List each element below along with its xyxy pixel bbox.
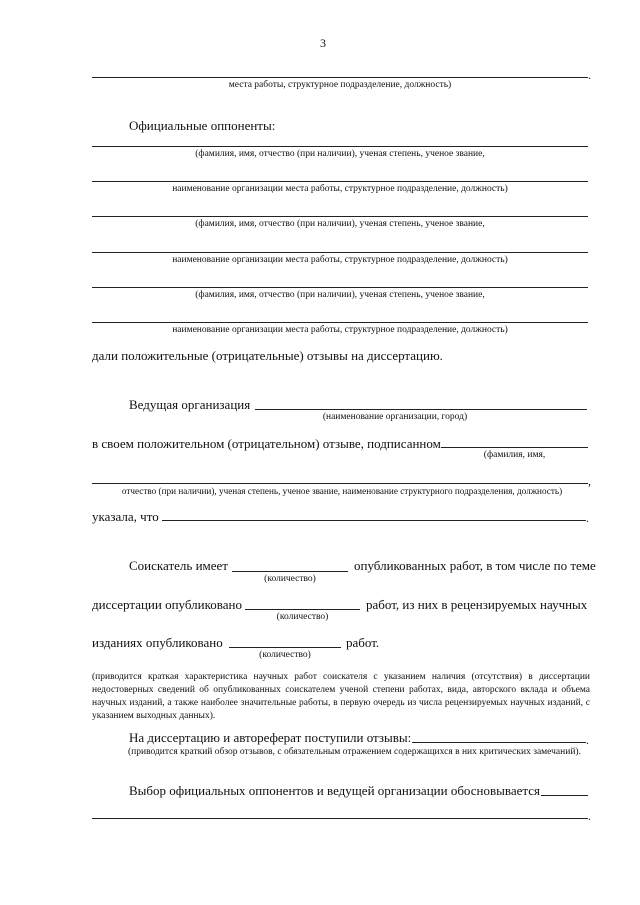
lead-org-line	[255, 409, 587, 410]
opponent-1-name-line	[92, 146, 588, 147]
opponent-2-name-caption: (фамилия, имя, отчество (при наличии), ученая степень, ученое звание,	[195, 219, 485, 229]
line-end-dot: .	[588, 68, 591, 82]
characteristic-note: (приводится краткая характеристика научных работ соискателя с указанием наличия (отсутствия) в диссертации недостоверных сведений об опубликованных соискателем ученой степени работах, вида, авторского вклада и объема научных изданий, а также наиболее значительные работы, в первую очередь из числа рецензируемых научных изданий, с указанием выходных данных).	[92, 672, 590, 721]
line-end-dot: ,	[588, 474, 591, 488]
opponent-3-name-line	[92, 287, 588, 288]
opponent-3-name-caption: (фамилия, имя, отчество (при наличии), ученая степень, ученое звание,	[195, 290, 485, 300]
indicated-line	[162, 520, 586, 521]
opponent-3-org-line	[92, 322, 588, 323]
patronymic-line	[92, 483, 588, 484]
reviews-sentence: дали положительные (отрицательные) отзывы на диссертацию.	[92, 348, 443, 363]
lead-org-label: Ведущая организация	[129, 397, 251, 412]
opponent-2-name-line	[92, 216, 588, 217]
reviews-received-text: На диссертацию и автореферат поступили отзывы:	[129, 730, 412, 745]
opponent-1-name-caption: (фамилия, имя, отчество (при наличии), ученая степень, ученое звание,	[195, 149, 485, 159]
workplace-line	[92, 77, 588, 78]
reviews-note: (приводится краткий обзор отзывов, с обязательным отражением содержащихся в них критических замечаний).	[128, 747, 581, 757]
opponents-heading: Официальные оппоненты:	[129, 118, 276, 133]
works-reviewed-text: работ, из них в рецензируемых научных	[366, 597, 588, 612]
publications-count-line	[229, 647, 341, 648]
line-end-dot: .	[586, 511, 589, 525]
choice-text: Выбор официальных оппонентов и ведущей организации обосновывается	[129, 783, 540, 798]
signed-caption: (фамилия, имя,	[483, 450, 546, 460]
opponent-1-org-caption: наименование организации места работы, структурное подразделение, должность)	[172, 184, 508, 194]
dissertation-count-line	[245, 609, 360, 610]
works-count-caption: (количество)	[264, 574, 316, 584]
signed-line	[441, 447, 588, 448]
page-number: 3	[320, 36, 326, 50]
applicant-has-text: Соискатель имеет	[129, 558, 228, 573]
lead-org-caption: (наименование организации, город)	[322, 412, 468, 422]
line-end-dot: .	[588, 809, 591, 823]
choice-line	[92, 818, 588, 819]
works-count-line	[232, 571, 348, 572]
publications-count-caption: (количество)	[259, 650, 311, 660]
reviews-received-line	[412, 742, 586, 743]
dissertation-count-caption: (количество)	[276, 612, 329, 622]
line-end-dot: .	[586, 733, 589, 747]
choice-line-short	[541, 795, 588, 796]
dissertation-published-text: диссертации опубликовано	[92, 597, 242, 612]
patronymic-caption: отчество (при наличии), ученая степень, ученое звание, наименование структурного подразделения, должность)	[121, 486, 563, 496]
works-text: работ.	[346, 635, 380, 650]
publications-published-text: изданиях опубликовано	[92, 635, 223, 650]
indicated-label: указала, что	[92, 509, 159, 524]
opponent-2-org-caption: наименование организации места работы, структурное подразделение, должность)	[172, 255, 508, 265]
opponent-2-org-line	[92, 252, 588, 253]
opponent-1-org-line	[92, 181, 588, 182]
opponent-3-org-caption: наименование организации места работы, структурное подразделение, должность)	[172, 325, 508, 335]
signed-text: в своем положительном (отрицательном) отзыве, подписанном	[92, 436, 441, 451]
published-works-text: опубликованных работ, в том числе по теме	[354, 558, 596, 573]
workplace-caption: места работы, структурное подразделение, должность)	[228, 80, 452, 90]
